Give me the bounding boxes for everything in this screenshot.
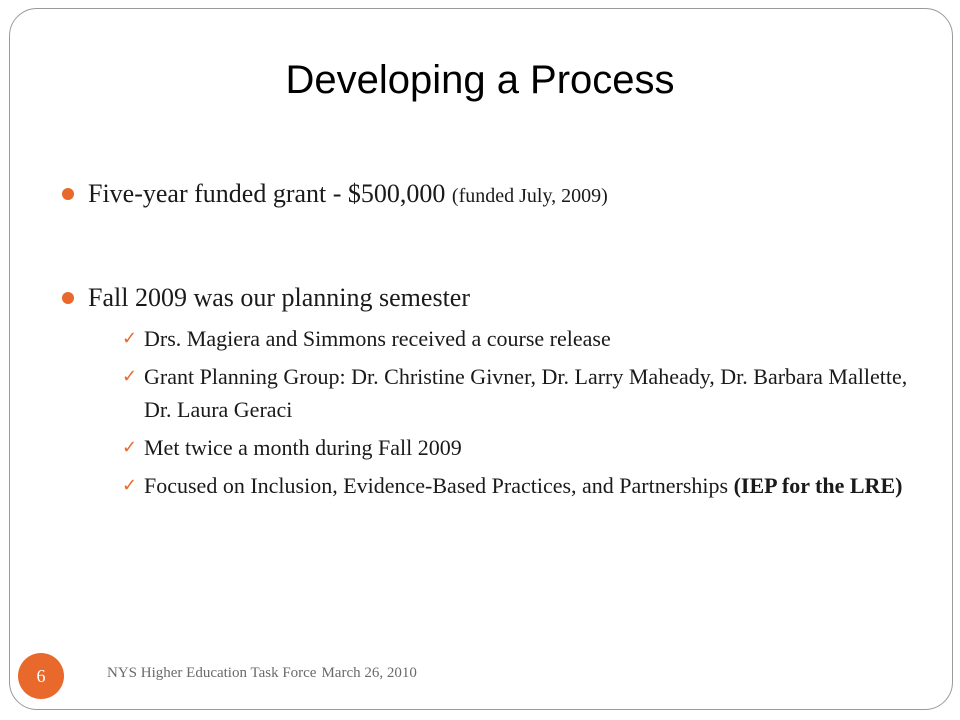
sub-bullet-text: Met twice a month during Fall 2009	[144, 435, 462, 460]
bullet-small-text: (funded July, 2009)	[451, 185, 608, 207]
sub-bullet-planning-group	[62, 360, 922, 426]
footer-date: March 26, 2010	[321, 665, 417, 681]
sub-bullet-list	[62, 322, 922, 502]
footer	[107, 665, 417, 682]
checkmark-icon: ✓	[122, 328, 138, 349]
slide-number-badge: 6	[18, 653, 64, 699]
checkmark-icon: ✓	[122, 475, 138, 496]
sub-bullet-text: Focused on Inclusion, Evidence-Based Practices, and Partnerships	[144, 473, 734, 498]
sub-bullet-course-release	[62, 322, 922, 355]
checkmark-icon: ✓	[122, 366, 138, 387]
circle-bullet-icon	[62, 188, 74, 200]
sub-bullet-text: Drs. Magiera and Simmons received a course release	[144, 326, 611, 351]
sub-bullet-bold-text: (IEP for the LRE)	[733, 473, 903, 498]
circle-bullet-icon	[62, 292, 74, 304]
bullet-text: Fall 2009 was our planning semester	[88, 283, 470, 312]
sub-bullet-text: Grant Planning Group: Dr. Christine Givner, Dr. Larry Maheady, Dr. Barbara Mallette, Dr. Laura Geraci	[144, 364, 908, 422]
footer-organization: NYS Higher Education Task Force	[107, 665, 317, 681]
slide-title: Developing a Process	[285, 58, 675, 102]
slide-content	[62, 172, 922, 507]
checkmark-icon: ✓	[122, 437, 138, 458]
bullet-funded-grant	[62, 172, 922, 218]
sub-bullet-focused	[62, 469, 922, 502]
bullet-planning-semester	[62, 276, 922, 320]
sub-bullet-met-twice	[62, 431, 922, 464]
bullet-text: Five-year funded grant - $500,000	[88, 179, 452, 208]
